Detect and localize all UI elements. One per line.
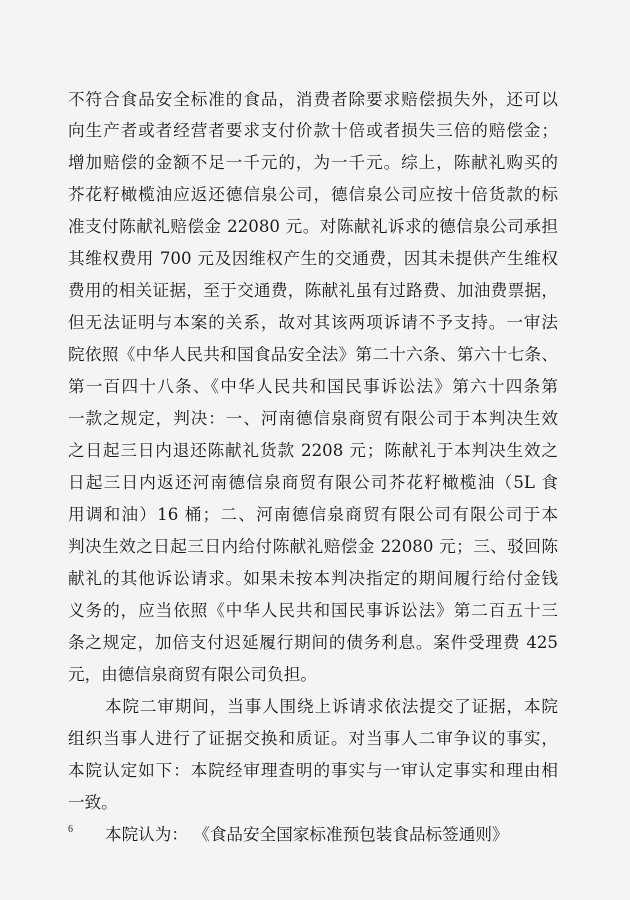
paragraph-first-line: 本院二审期间，当事人围绕上诉请求依法提交了证据，本院 [105,697,558,716]
text-line: 芥花籽橄榄油应返还德信泉公司，德信泉公司应按十倍货款的标 [68,185,558,204]
text-line: 一款之规定，判决：一、河南德信泉商贸有限公司于本判决生效 [68,409,558,428]
text-line: 一致。 [68,793,118,812]
text-line: 义务的，应当依照《中华人民共和国民事诉讼法》第二百五十三 [68,601,558,620]
text-line: 但无法证明与本案的关系，故对其该两项诉请不予支持。一审法 [68,313,558,332]
text-line: 组织当事人进行了证据交换和质证。对当事人二审争议的事实， [68,729,558,748]
text-line: 向生产者或者经营者要求支付价款十倍或者损失三倍的赔偿金； [68,121,558,140]
text-line: 不符合食品安全标准的食品，消费者除要求赔偿损失外，还可以 [68,90,558,109]
text-line: 用调和油）16 桶；二、河南德信泉商贸有限公司有限公司于本 [68,505,558,524]
text-line: 判决生效之日起三日内给付陈献礼赔偿金 22080 元；三、驳回陈 [68,537,558,556]
text-line: 条之规定，加倍支付迟延履行期间的债务利息。案件受理费 425 [68,633,558,652]
text-line: 准支付陈献礼赔偿金 22080 元。对陈献礼诉求的德信泉公司承担 [68,217,558,236]
text-line: 第一百四十八条、《中华人民共和国民事诉讼法》第六十四条第 [68,377,558,396]
page-number: 6 [68,824,73,835]
text-line: 院依照《中华人民共和国食品安全法》第二十六条、第六十七条、 [68,345,558,364]
paragraph-first-line: 本院认为： 《食品安全国家标准预包装食品标签通则》 [105,825,509,844]
text-line: 元，由德信泉商贸有限公司负担。 [68,665,317,684]
text-line: 之日起三日内退还陈献礼货款 2208 元；陈献礼于本判决生效之 [68,441,558,460]
text-line: 其维权费用 700 元及因维权产生的交通费，因其未提供产生维权 [68,249,558,268]
text-line: 日起三日内返还河南德信泉商贸有限公司芥花籽橄榄油（5L 食 [68,473,558,492]
text-line: 费用的相关证据，至于交通费，陈献礼虽有过路费、加油费票据， [68,281,558,300]
text-line: 增加赔偿的金额不足一千元的，为一千元。综上，陈献礼购买的 [68,153,558,172]
text-line: 献礼的其他诉讼请求。如果未按本判决指定的期间履行给付金钱 [68,569,558,588]
text-line: 本院认定如下：本院经审理查明的事实与一审认定事实和理由相 [68,761,558,780]
